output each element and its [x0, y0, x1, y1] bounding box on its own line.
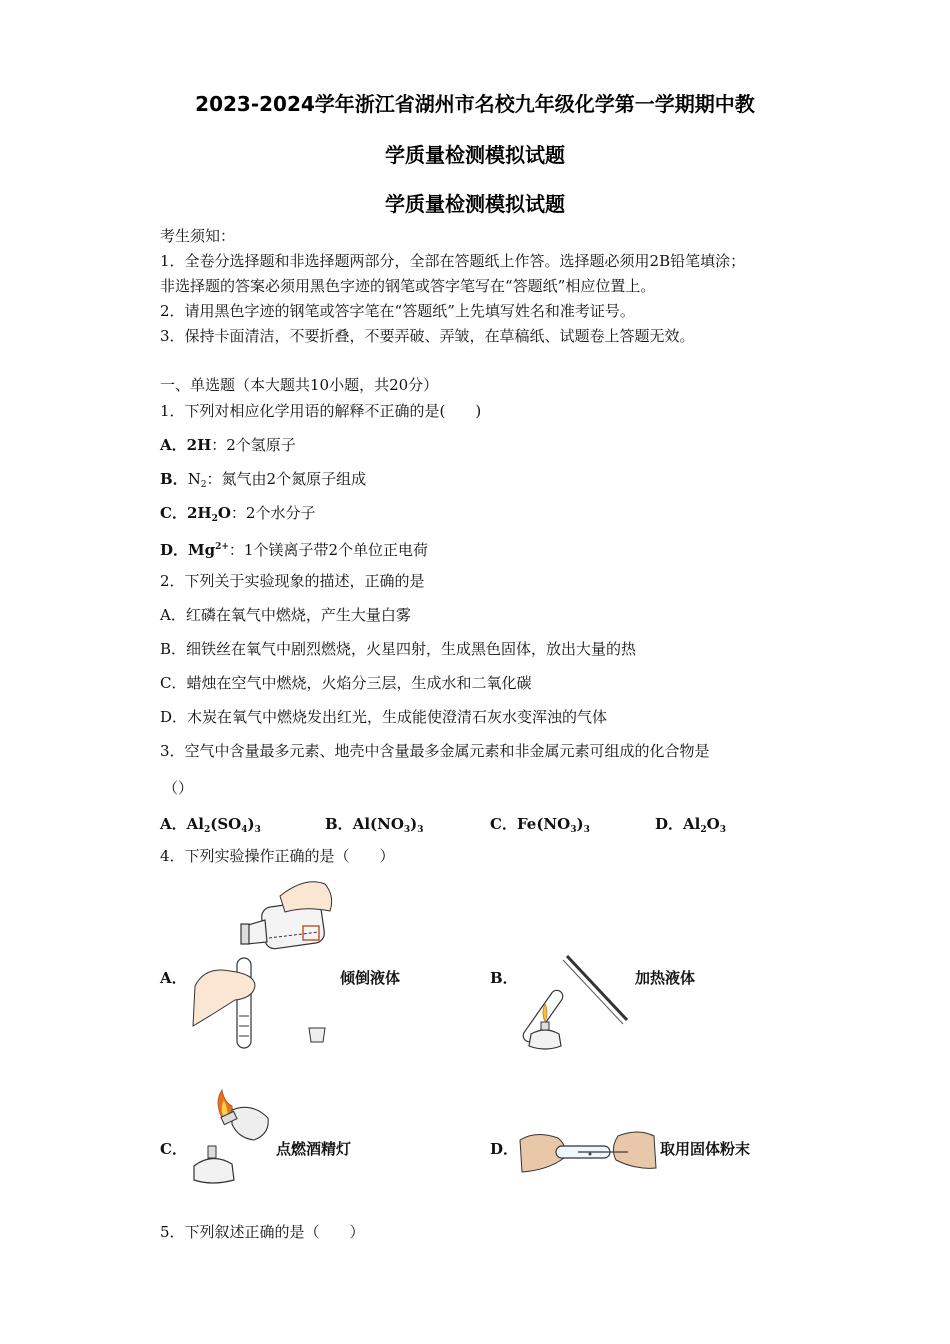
q2-stem: 2．下列关于实验现象的描述，正确的是 — [160, 572, 425, 590]
q2-option-b: B．细铁丝在氧气中剧烈燃烧，火星四射，生成黑色固体，放出大量的热 — [160, 640, 637, 658]
notice-item-1b: 非选择题的答案必须用黑色字迹的钢笔或答字笔写在“答题纸”相应位置上。 — [160, 277, 656, 295]
page-title-line2: 学质量检测模拟试题 — [385, 143, 565, 167]
q1-option-d — [160, 537, 428, 560]
section-heading: 一、单选题（本大题共10小题，共20分） — [160, 376, 439, 394]
q3-d-label: D． — [655, 815, 684, 833]
q3-b-label: B． — [325, 815, 353, 833]
q2-option-c: C．蜡烛在空气中燃烧，火焰分三层，生成水和二氧化碳 — [160, 674, 532, 692]
q1-b-formula — [188, 470, 207, 488]
q3-option-d: D．$Al_2O_3$ — [655, 815, 726, 835]
q1-c-formula-post: O — [217, 504, 231, 522]
q1-option-b — [160, 469, 366, 495]
q3-option-c: C．$Fe(NO_3)_3$ — [490, 815, 590, 835]
q1-c-text: ：2个水分子 — [230, 504, 316, 522]
q1-b-text: ：氮气由2个氮原子组成 — [206, 470, 367, 488]
q1-option-a — [160, 435, 296, 455]
q3-option-b: B．$Al(NO_3)_3$ — [325, 815, 424, 835]
q1-c-label: C． — [160, 504, 187, 522]
q4-a-label: A． — [160, 969, 187, 987]
q3-stem: 3．空气中含量最多元素、地壳中含量最多金属元素和非金属元素可组成的化合物是 — [160, 742, 710, 760]
q4-a-caption: 倾倒液体 — [340, 969, 401, 987]
q3-paren: （） — [163, 779, 194, 797]
solid-powder-figure — [518, 1126, 658, 1186]
notice-item-1a: 1．全卷分选择题和非选择题两部分，全部在答题纸上作答。选择题必须用2B铅笔填涂； — [160, 252, 746, 270]
q4-d-caption: 取用固体粉末 — [660, 1140, 751, 1158]
q1-b-formula-sub: 2 — [200, 480, 207, 490]
q3-c-label: C． — [490, 815, 517, 833]
q1-option-c — [160, 503, 315, 529]
q4-b-label: B． — [490, 969, 518, 987]
q1-d-formula-main: Mg — [188, 541, 216, 559]
q3-a-label: A． — [160, 815, 187, 833]
q4-c-label: C． — [160, 1140, 187, 1158]
lighting-lamp-figure — [188, 1088, 278, 1188]
q1-c-formula — [187, 504, 231, 522]
page-title-line1: 2023-2024学年浙江省湖州市名校九年级化学第一学期期中教 — [195, 92, 755, 116]
q1-c-formula-sub: 2 — [211, 514, 218, 524]
q3-option-a: A．$Al_2(SO_4)_3$ — [160, 815, 261, 835]
q1-d-formula — [188, 541, 229, 559]
q1-a-label: A． — [160, 436, 187, 454]
q2-option-a: A．红磷在氧气中燃烧，产生大量白雾 — [160, 606, 411, 624]
q1-d-formula-sup: 2+ — [215, 542, 229, 552]
page-title-line3: 学质量检测模拟试题 — [385, 192, 565, 216]
notice-heading: 考生须知： — [160, 227, 236, 245]
pouring-liquid-figure — [185, 876, 345, 1056]
q4-c-caption: 点燃酒精灯 — [276, 1140, 352, 1158]
q1-a-text: ：2个氢原子 — [211, 436, 296, 454]
q1-b-label: B． — [160, 470, 188, 488]
q4-d-label: D． — [490, 1140, 519, 1158]
notice-item-3: 3．保持卡面清洁，不要折叠，不要弄破、弄皱，在草稿纸、试题卷上答题无效。 — [160, 327, 695, 345]
q1-stem: 1．下列对相应化学用语的解释不正确的是( ) — [160, 402, 482, 420]
q5-stem: 5．下列叙述正确的是（ ） — [160, 1223, 365, 1241]
q1-c-formula-pre: 2H — [186, 504, 212, 522]
notice-item-2: 2．请用黑色字迹的钢笔或答字笔在“答题纸”上先填写姓名和准考证号。 — [160, 302, 635, 320]
q1-d-label: D． — [160, 541, 189, 559]
q2-option-d: D．木炭在氧气中燃烧发出红光，生成能使澄清石灰水变浑浊的气体 — [160, 708, 608, 726]
heating-liquid-figure — [515, 946, 635, 1056]
q1-b-formula-main: N — [187, 470, 201, 488]
q4-b-caption: 加热液体 — [635, 969, 696, 987]
q4-stem: 4．下列实验操作正确的是（ ） — [160, 847, 395, 865]
q1-d-text: ：1个镁离子带2个单位正电荷 — [228, 541, 429, 559]
q1-a-formula: 2H — [186, 436, 212, 454]
